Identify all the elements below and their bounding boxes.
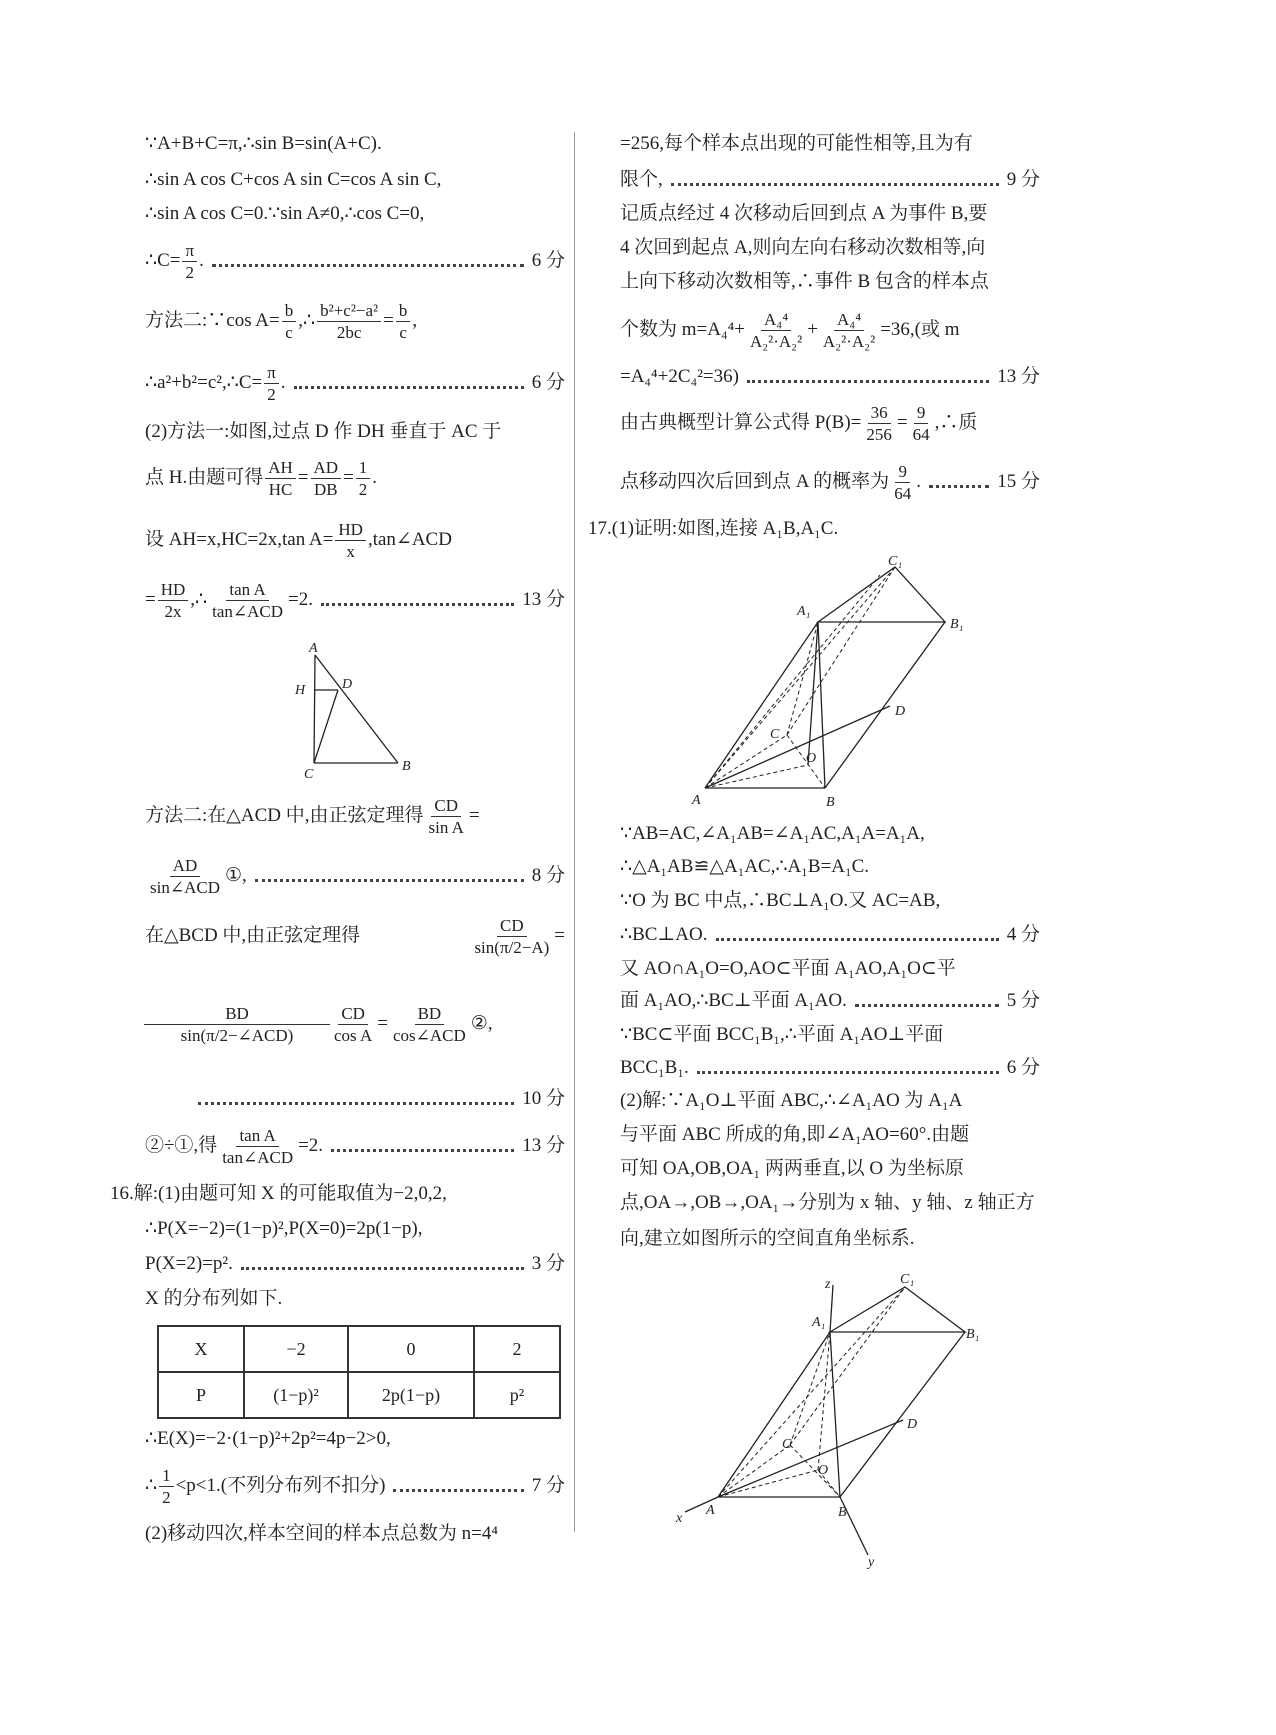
denominator: DB — [313, 480, 338, 500]
text-line: (2)解:∵A₁O⊥平面 ABC,∴∠A₁AO 为 A₁A — [620, 1090, 963, 1111]
label-B1: B₁ — [950, 617, 964, 632]
text-line: (2)移动四次,样本空间的样本点总数为 n=4⁴ — [145, 1523, 498, 1544]
fraction — [910, 402, 933, 446]
score: 4 分 — [1006, 924, 1040, 945]
denominator: 2bc — [336, 323, 362, 343]
fraction — [158, 579, 189, 623]
text: =2. — [298, 1135, 324, 1157]
table-row — [158, 1372, 560, 1418]
score: 8 分 — [531, 865, 565, 887]
text: ∴BC⊥AO. — [620, 924, 708, 945]
text: = — [468, 805, 480, 827]
fraction — [820, 309, 878, 353]
label-A: A — [706, 1503, 715, 1518]
text: 点 H.由题可得 — [145, 467, 264, 489]
text-line — [145, 300, 565, 344]
numerator: A₄⁴ — [761, 309, 791, 331]
score: 6 分 — [531, 372, 565, 394]
numerator: A₄⁴ — [834, 309, 864, 331]
score: 9 分 — [1006, 169, 1040, 190]
text: . — [199, 250, 204, 272]
leader-dots — [697, 1071, 999, 1074]
text: ∴C= — [145, 250, 181, 272]
leader-dots — [198, 1102, 514, 1105]
denominator: 64 — [912, 425, 930, 445]
table-cell: (1−p)² — [244, 1372, 348, 1418]
text-line — [145, 1465, 565, 1509]
label-C: C — [770, 727, 780, 742]
text-line — [620, 461, 1040, 505]
denominator: sin(π/2−A) — [474, 938, 550, 958]
text-line: ∵BC⊂平面 BCC₁B₁,∴平面 A₁AO⊥平面 — [620, 1024, 944, 1045]
denominator: c — [399, 323, 407, 343]
label-D: D — [895, 704, 906, 719]
text-line — [145, 855, 565, 899]
text: = — [554, 925, 565, 947]
text: 方法二:在△ACD 中,由正弦定理得 — [145, 805, 424, 827]
column-divider — [574, 132, 575, 1532]
text-line — [145, 240, 565, 284]
numerator: 9 — [895, 461, 910, 483]
numerator: 36 — [868, 402, 891, 424]
fraction — [147, 1003, 327, 1047]
numerator: π — [264, 362, 279, 384]
fraction — [331, 1003, 375, 1047]
label-B: B — [826, 795, 835, 810]
label-O: O — [818, 1463, 829, 1478]
leader-dots — [671, 183, 999, 186]
numerator: tan A — [226, 579, 268, 601]
text: ,tan∠ACD — [367, 529, 452, 551]
label-C: C — [304, 767, 314, 782]
fraction — [219, 1125, 296, 1169]
label-A: A — [309, 641, 318, 656]
text-line: 向,建立如图所示的空间直角坐标系. — [620, 1228, 915, 1249]
fraction — [282, 300, 297, 344]
prism-figure-2 — [665, 1270, 995, 1575]
denominator: tan∠ACD — [212, 602, 284, 622]
text-line: 上向下移动次数相等,∴事件 B 包含的样本点 — [620, 271, 989, 292]
text: P(X=2)=p². — [145, 1253, 233, 1274]
table-cell: 2 — [474, 1326, 560, 1372]
numerator: CD — [497, 915, 527, 937]
denominator: 2 — [162, 1488, 171, 1508]
numerator: BD — [415, 1003, 445, 1025]
numerator: CD — [338, 1003, 368, 1025]
text: ,∴ — [298, 310, 316, 332]
text: = — [145, 589, 156, 611]
leader-dots — [294, 386, 524, 389]
text: 点移动四次后回到点 A 的概率为 — [620, 471, 890, 493]
text: ∴a²+b²=c²,∴C= — [145, 372, 263, 394]
fraction — [863, 402, 895, 446]
text-line — [620, 924, 1040, 947]
denominator: 2x — [164, 602, 182, 622]
fraction — [265, 457, 296, 501]
text-line — [145, 519, 565, 563]
text-line — [145, 1003, 565, 1047]
score: 7 分 — [531, 1475, 565, 1497]
table-cell: p² — [474, 1372, 560, 1418]
label-C1: C₁ — [888, 554, 903, 569]
text-line: ∵A+B+C=π,∴sin B=sin(A+C). — [145, 133, 382, 154]
denominator: 64 — [894, 484, 912, 504]
score: 15 分 — [997, 471, 1040, 493]
denominator: 2 — [267, 385, 276, 405]
score: 6 分 — [1006, 1057, 1040, 1078]
text-line — [145, 457, 565, 501]
text: = — [896, 412, 908, 434]
text-line — [145, 579, 565, 623]
text-line: 4 次回到起点 A,则向左向右移动次数相等,向 — [620, 237, 986, 258]
label-A: A — [692, 793, 701, 808]
denominator: sin(π/2−∠ACD) — [180, 1026, 294, 1046]
text-line — [620, 309, 1040, 353]
text-line — [145, 1253, 565, 1276]
text: =A₄⁴+2C₄²=36) — [620, 366, 739, 387]
triangle-figure — [280, 635, 430, 785]
text: ①, — [224, 865, 247, 887]
numerator: 1 — [159, 1465, 174, 1487]
text: ,∴ — [190, 589, 208, 611]
fraction — [356, 457, 371, 501]
score: 13 分 — [522, 589, 565, 611]
label-B: B — [402, 759, 411, 774]
text: ,∴质 — [934, 412, 978, 434]
text-line: 记质点经过 4 次移动后回到点 A 为事件 B,要 — [620, 203, 988, 224]
text-line — [620, 366, 1040, 389]
numerator: HD — [335, 519, 366, 541]
score: 10 分 — [522, 1088, 565, 1109]
text: 方法二:∵cos A= — [145, 310, 280, 332]
numerator: AH — [265, 457, 296, 479]
text: ②÷①,得 — [145, 1135, 218, 1157]
text-line: =256,每个样本点出现的可能性相等,且为有 — [620, 133, 973, 154]
numerator: b — [396, 300, 411, 322]
numerator: AD — [311, 457, 342, 479]
denominator: tan∠ACD — [222, 1148, 294, 1168]
text: = — [297, 467, 309, 489]
text: . — [280, 372, 286, 394]
denominator: sin A — [428, 818, 464, 838]
text-line: ∴△A₁AB≌△A₁AC,∴A₁B=A₁C. — [620, 856, 870, 877]
denominator: A₂²·A₂² — [822, 332, 876, 352]
text-line: 又 AO∩A₁O=O,AO⊂平面 A₁AO,A₁O⊂平 — [620, 958, 956, 979]
text-line: 17.(1)证明:如图,连接 A₁B,A₁C. — [588, 518, 839, 539]
score: 3 分 — [531, 1253, 565, 1274]
label-D: D — [342, 677, 353, 692]
text: <p<1.(不列分布列不扣分) — [175, 1475, 386, 1497]
table-cell: −2 — [244, 1326, 348, 1372]
text-line: 16.解:(1)由题可知 X 的可能取值为−2,0,2, — [110, 1183, 447, 1204]
leader-dots — [331, 1149, 514, 1152]
score: 6 分 — [531, 250, 565, 272]
text-line: ∵O 为 BC 中点,∴BC⊥A₁O.又 AC=AB, — [620, 890, 941, 911]
label-z-axis: z — [825, 1277, 831, 1292]
leader-dots — [747, 380, 989, 383]
numerator: BD — [144, 1003, 330, 1025]
leader-dots — [212, 264, 524, 267]
text-line: ∴E(X)=−2·(1−p)²+2p²=4p−2>0, — [145, 1428, 391, 1449]
text-line: 点,OA→,OB→,OA₁→分别为 x 轴、y 轴、z 轴正方 — [620, 1192, 1035, 1213]
denominator: A₂²·A₂² — [749, 332, 803, 352]
text-line — [620, 990, 1040, 1013]
fraction — [182, 240, 197, 284]
text-line — [620, 402, 1040, 446]
text: =36,(或 m — [880, 319, 960, 341]
fraction — [390, 1003, 469, 1047]
distribution-table — [157, 1325, 561, 1419]
label-C1: C₁ — [900, 1272, 915, 1287]
text-line: X 的分布列如下. — [145, 1288, 283, 1309]
label-B: B — [838, 1505, 847, 1520]
table-cell: 2p(1−p) — [348, 1372, 474, 1418]
label-A1: A₁ — [797, 604, 811, 619]
fraction — [747, 309, 805, 353]
prism-figure-1 — [680, 550, 990, 815]
text: =2. — [288, 589, 313, 611]
text: = — [343, 467, 354, 489]
leader-dots — [393, 1489, 523, 1492]
numerator: 1 — [356, 457, 371, 479]
text-line — [145, 795, 565, 839]
fraction — [396, 300, 411, 344]
fraction — [317, 300, 381, 344]
numerator: b — [282, 300, 297, 322]
label-A1: A₁ — [812, 1315, 826, 1330]
denominator: cos A — [334, 1026, 373, 1046]
denominator: cos∠ACD — [392, 1026, 466, 1046]
text: 设 AH=x,HC=2x,tan A= — [145, 529, 334, 551]
text-line — [145, 362, 565, 406]
label-H: H — [295, 683, 306, 698]
leader-dots — [255, 879, 524, 882]
denominator: 256 — [866, 425, 892, 445]
numerator: CD — [431, 795, 461, 817]
denominator: x — [346, 542, 355, 562]
table-cell: P — [158, 1372, 244, 1418]
fraction — [426, 795, 467, 839]
denominator: 2 — [185, 263, 195, 283]
text-line: (2)方法一:如图,过点 D 作 DH 垂直于 AC 于 — [145, 421, 502, 442]
numerator: π — [182, 240, 197, 262]
text-line — [190, 1088, 565, 1111]
score: 13 分 — [997, 366, 1040, 387]
label-x-axis: x — [676, 1511, 683, 1526]
text-line: ∴sin A cos C=0.∵sin A≠0,∴cos C=0, — [145, 203, 425, 224]
text-line — [145, 1125, 565, 1169]
fraction — [209, 579, 286, 623]
text: BCC₁B₁. — [620, 1057, 689, 1078]
leader-dots — [929, 485, 989, 488]
text: ∴ — [145, 1475, 158, 1497]
label-O: O — [806, 751, 817, 766]
text-line: 可知 OA,OB,OA₁ 两两垂直,以 O 为坐标原 — [620, 1158, 964, 1179]
label-D: D — [907, 1417, 918, 1432]
text-line: 与平面 ABC 所成的角,即∠A₁AO=60°.由题 — [620, 1124, 970, 1145]
text: 个数为 m=A₄⁴+ — [620, 319, 745, 341]
numerator: b²+c²−a² — [317, 300, 381, 322]
numerator: HD — [158, 579, 189, 601]
text-line — [620, 169, 1040, 192]
text-line — [145, 915, 565, 959]
numerator: tan A — [236, 1125, 278, 1147]
fraction — [264, 362, 279, 406]
denominator: 2 — [358, 480, 368, 500]
table-cell: 0 — [348, 1326, 474, 1372]
text: 在△BCD 中,由正弦定理得 — [145, 925, 361, 947]
fraction — [147, 855, 223, 899]
table-row — [158, 1326, 560, 1372]
denominator: HC — [268, 480, 293, 500]
text: = — [383, 310, 394, 332]
text-line: ∴P(X=−2)=(1−p)²,P(X=0)=2p(1−p), — [145, 1218, 423, 1239]
fraction — [335, 519, 366, 563]
leader-dots — [321, 603, 514, 606]
label-y-axis: y — [868, 1555, 875, 1570]
score: 5 分 — [1006, 990, 1040, 1011]
text: . — [916, 471, 921, 493]
fraction — [471, 915, 552, 959]
fraction — [311, 457, 342, 501]
text: 限个, — [620, 169, 663, 190]
numerator: 9 — [914, 402, 929, 424]
fraction — [891, 461, 914, 505]
numerator: AD — [170, 855, 201, 877]
text-line: ∵AB=AC,∠A₁AB=∠A₁AC,A₁A=A₁A, — [620, 823, 925, 844]
label-C: C — [782, 1437, 792, 1452]
text: , — [412, 310, 418, 332]
text-line: ∴sin A cos C+cos A sin C=cos A sin C, — [145, 169, 442, 190]
fraction — [159, 1465, 174, 1509]
text: + — [807, 319, 818, 341]
text: ②, — [470, 1013, 493, 1035]
label-B1: B₁ — [966, 1327, 980, 1342]
text: 面 A₁AO,∴BC⊥平面 A₁AO. — [620, 990, 847, 1011]
text-line — [620, 1057, 1040, 1080]
text: = — [377, 1013, 388, 1035]
leader-dots — [716, 938, 999, 941]
text: 由古典概型计算公式得 P(B)= — [620, 412, 862, 434]
denominator: c — [285, 323, 293, 343]
score: 13 分 — [522, 1135, 565, 1157]
leader-dots — [241, 1267, 524, 1270]
denominator: sin∠ACD — [150, 878, 220, 898]
leader-dots — [855, 1004, 999, 1007]
table-cell: X — [158, 1326, 244, 1372]
text: . — [372, 467, 378, 489]
